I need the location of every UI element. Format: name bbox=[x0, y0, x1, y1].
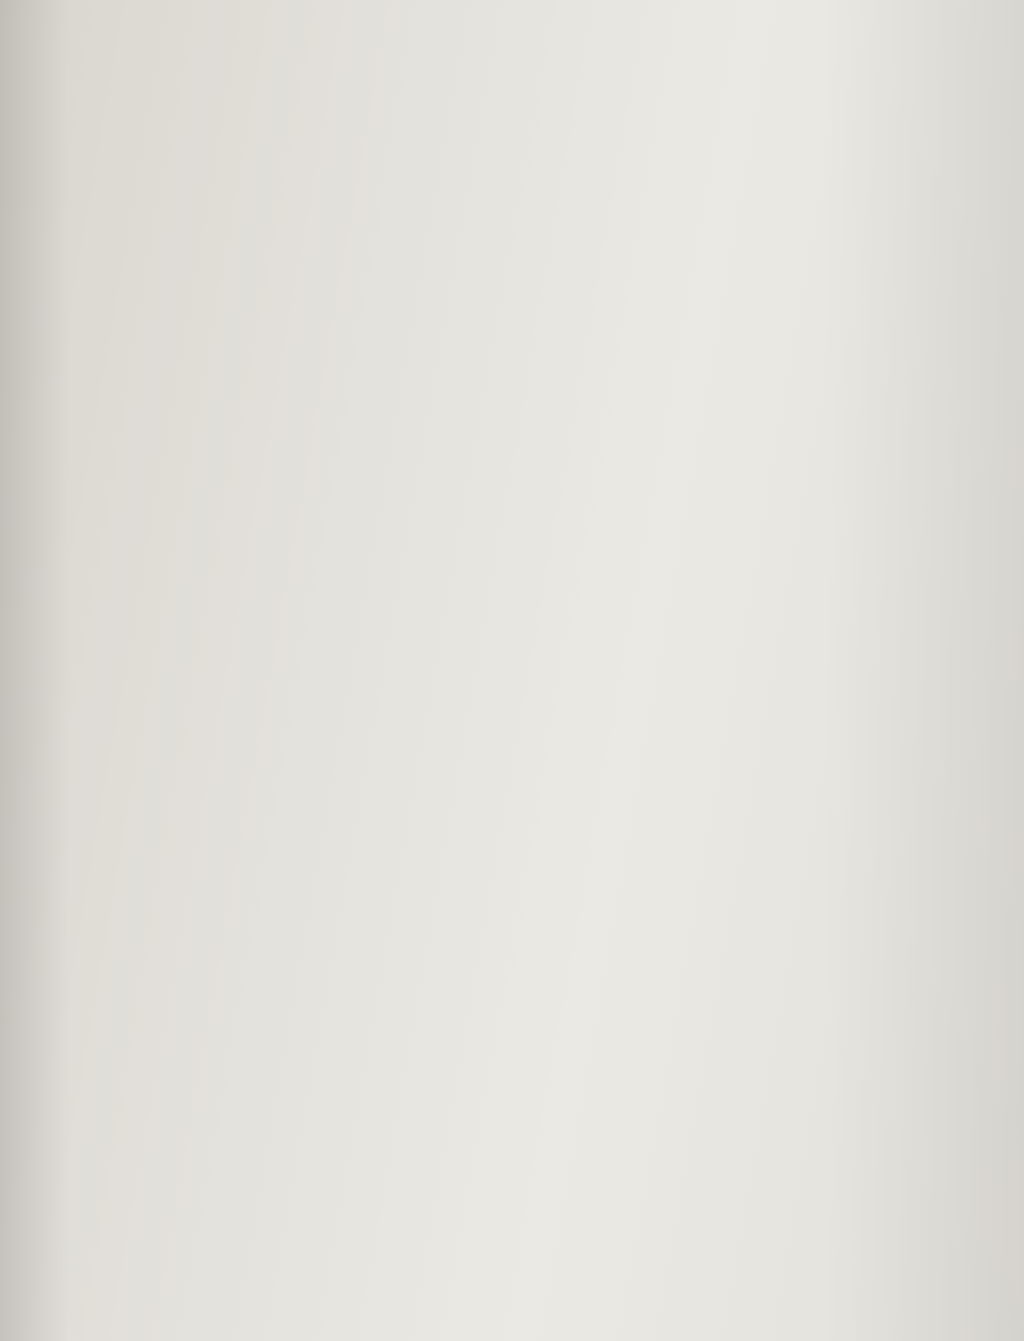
paper-show-through bbox=[824, 0, 1024, 1341]
page-shadow bbox=[0, 0, 70, 1341]
